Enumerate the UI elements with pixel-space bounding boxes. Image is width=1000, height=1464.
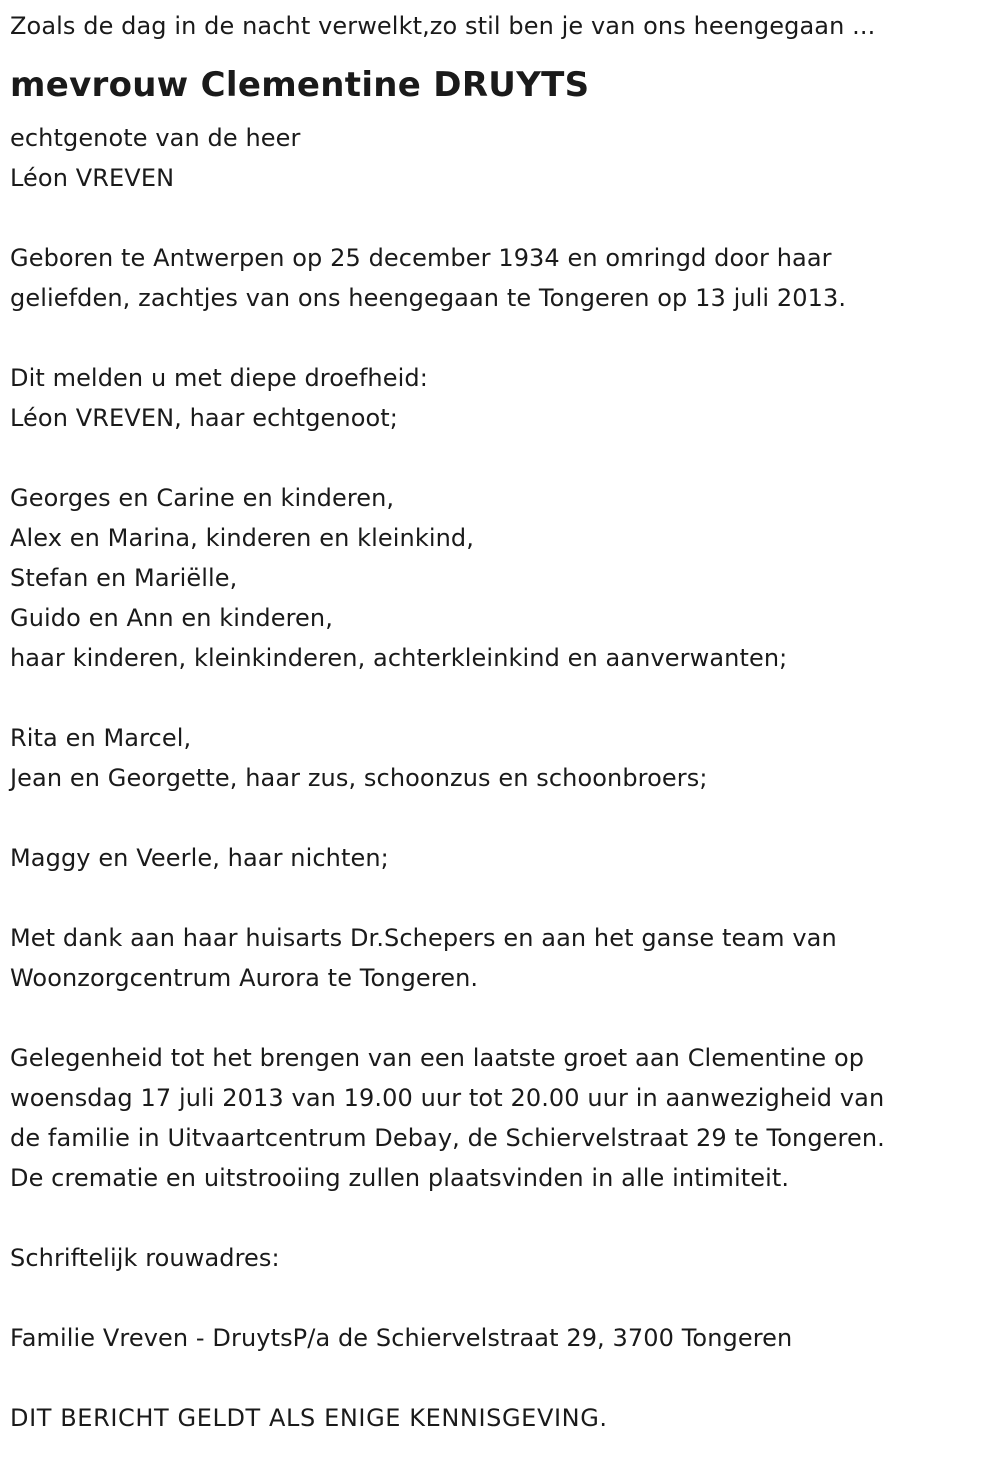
nieces-line: Maggy en Veerle, haar nichten;: [10, 844, 389, 872]
spouse-line: Léon VREVEN, haar echtgenoot;: [10, 404, 398, 432]
spacer: [10, 438, 1000, 478]
birth-death-line: Geboren te Antwerpen op 25 december 1934 en omringd door haar: [10, 244, 832, 272]
list-item: Stefan en Mariëlle,: [10, 564, 238, 592]
intro-verse: Zoals de dag in de nacht verwelkt,zo stil ben je van ons heengegaan ...: [10, 12, 876, 40]
list-item: Rita en Marcel,: [10, 724, 192, 752]
thanks-line: Met dank aan haar huisarts Dr.Schepers en aan het ganse team van: [10, 924, 837, 952]
spacer: [10, 1358, 1000, 1398]
spacer: [10, 1198, 1000, 1238]
closing-statement: DIT BERICHT GELDT ALS ENIGE KENNISGEVING.: [10, 1404, 608, 1432]
spacer: [10, 198, 1000, 238]
spacer: [10, 678, 1000, 718]
spacer: [10, 998, 1000, 1038]
announcement-heading: Dit melden u met diepe droefheid:: [10, 364, 428, 392]
spouse-relation: echtgenote van de heer: [10, 124, 301, 152]
visitation-paragraph: [10, 1038, 1000, 1198]
spacer: [10, 798, 1000, 838]
thanks-paragraph: [10, 918, 1000, 998]
address-heading: Schriftelijk rouwadres:: [10, 1244, 280, 1272]
visitation-line: Gelegenheid tot het brengen van een laatste groet aan Clementine op: [10, 1044, 865, 1072]
birth-death-paragraph: [10, 238, 1000, 318]
siblings-list: [10, 718, 1000, 798]
spacer: [10, 318, 1000, 358]
visitation-line: de familie in Uitvaartcentrum Debay, de Schiervelstraat 29 te Tongeren.: [10, 1124, 885, 1152]
visitation-line: woensdag 17 juli 2013 van 19.00 uur tot 20.00 uur in aanwezigheid van: [10, 1084, 885, 1112]
deceased-name: mevrouw Clementine DRUYTS: [10, 65, 590, 105]
list-item: haar kinderen, kleinkinderen, achterkleinkind en aanverwanten;: [10, 644, 788, 672]
visitation-line: De crematie en uitstrooiing zullen plaatsvinden in alle intimiteit.: [10, 1164, 790, 1192]
children-list: [10, 478, 1000, 678]
list-item: Guido en Ann en kinderen,: [10, 604, 333, 632]
spacer: [10, 1278, 1000, 1318]
thanks-line: Woonzorgcentrum Aurora te Tongeren.: [10, 964, 479, 992]
mourning-address: Familie Vreven - DruytsP/a de Schiervelstraat 29, 3700 Tongeren: [10, 1324, 793, 1352]
list-item: Georges en Carine en kinderen,: [10, 484, 395, 512]
spacer: [10, 878, 1000, 918]
birth-death-line: geliefden, zachtjes van ons heengegaan te Tongeren op 13 juli 2013.: [10, 284, 847, 312]
list-item: Jean en Georgette, haar zus, schoonzus en schoonbroers;: [10, 764, 708, 792]
spouse-name: Léon VREVEN: [10, 164, 175, 192]
list-item: Alex en Marina, kinderen en kleinkind,: [10, 524, 474, 552]
